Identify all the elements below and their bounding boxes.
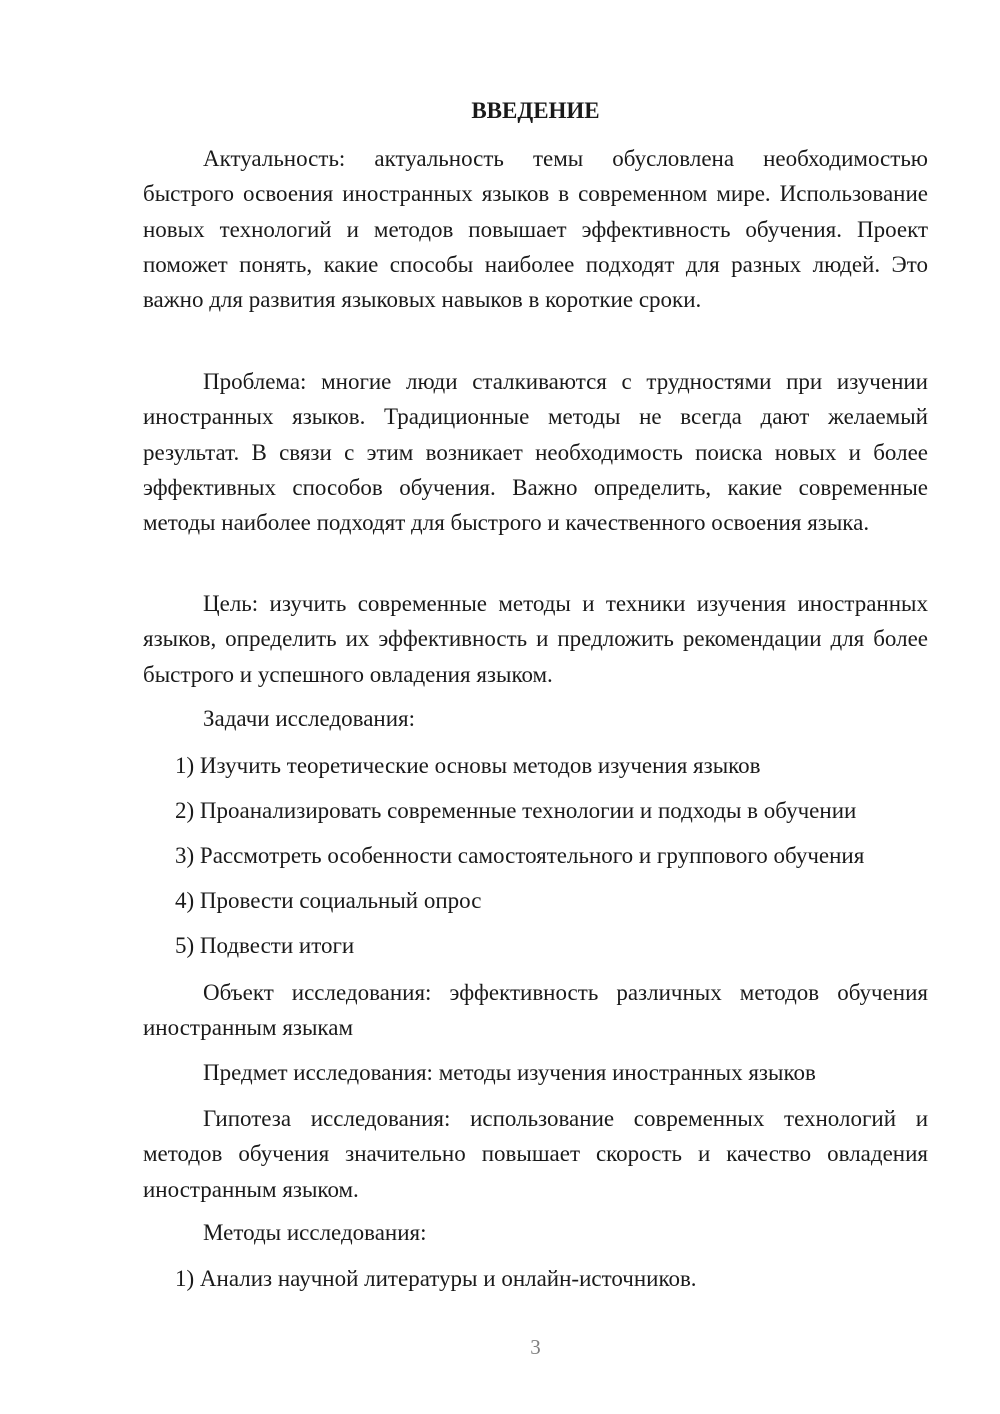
section-heading: ВВЕДЕНИЕ (471, 98, 600, 123)
task-item-1: 1) Изучить теоретические основы методов изучения языков (175, 753, 761, 778)
document-page (143, 0, 928, 1414)
subject-line: Предмет исследования: методы изучения иностранных языков (203, 1060, 816, 1085)
problem-paragraph: Проблема: многие люди сталкиваются с трудностями при изучении иностранных языков. Традиционные методы не всегда дают желаемый результат. В связи с этим возникает необходимость поиска новых и более эффективных способов обучения. Важно определить, какие современные методы наиболее подходят для быстрого и качественного освоения языка. (143, 369, 928, 536)
task-item-2: 2) Проанализировать современные технологии и подходы в обучении (175, 798, 857, 823)
tasks-label: Задачи исследования: (203, 706, 416, 731)
methods-label: Методы исследования: (203, 1220, 427, 1245)
page-number: 3 (530, 1335, 541, 1359)
hypothesis-paragraph: Гипотеза исследования: использование современных технологий и методов обучения значительно повышает скорость и качество овладения иностранным языком. (143, 1106, 928, 1202)
relevance-paragraph: Актуальность: актуальность темы обусловлена необходимостью быстрого освоения иностранных языков в современном мире. Использование новых технологий и методов повышает эффективность обучения. Проект поможет понять, какие способы наиболее подходят для разных людей. Это важно для развития языковых навыков в короткие сроки. (143, 146, 928, 313)
goal-paragraph: Цель: изучить современные методы и техники изучения иностранных языков, определить их эффективность и предложить рекомендации для более быстрого и успешного овладения языком. (143, 591, 928, 687)
task-item-5: 5) Подвести итоги (175, 933, 355, 958)
task-item-4: 4) Провести социальный опрос (175, 888, 482, 913)
method-item-1: 1) Анализ научной литературы и онлайн-источников. (175, 1266, 697, 1291)
task-item-3: 3) Рассмотреть особенности самостоятельного и группового обучения (175, 843, 865, 868)
object-paragraph: Объект исследования: эффективность различных методов обучения иностранным языкам (143, 980, 928, 1041)
